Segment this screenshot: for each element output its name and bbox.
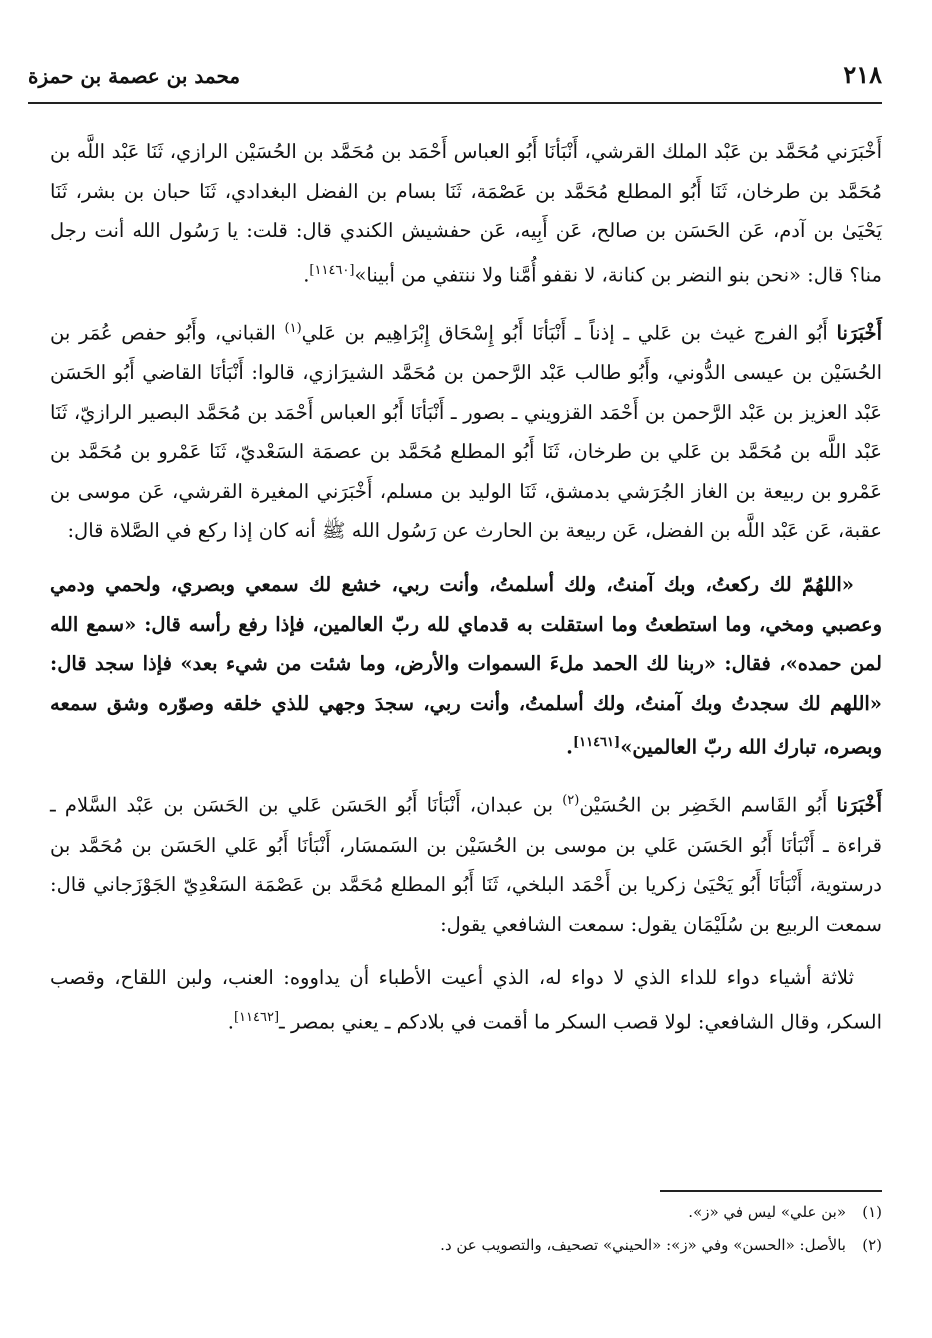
paragraph-4 [50,781,882,944]
isnad-lead-word: أَخْبَرَنا [836,793,882,817]
paragraph-5 [50,958,882,1042]
citation-number: [١١٤٦١] [572,735,621,751]
citation-number: [١١٤٦٠] [309,262,355,278]
paragraph-end: . [303,263,310,287]
hadith-text: «اللهُمّ لك ركعتُ، وبك آمنتُ، ولك أسلمتُ، وأنت ربي، خشع لك سمعي وبصري، ولحمي ودمي وعصبي ومخي، وما استطعتُ وما استقلت به قدماي لله ربّ العالمين، فإذا رفع رأسه قال: «سمع الله لمن حمده»، فقال: «ربنا لك الحمد ملءَ السموات والأرض، وما شئت من شيء بعد» فإذا سجد قال: «اللهم لك سجدتُ وبك آمنتُ، ولك أسلمتُ، وأنت ربي، سجدَ وجهي للذي خلقه وصوّره وشق سمعه وبصره، تبارك الله ربّ العالمين» [50,572,882,759]
footnote-reference[interactable]: (٢) [562,793,580,809]
paragraph-text: أَخْبَرَني مُحَمَّد بن عَبْد الملك القرشي، أَنْبَأنَا أَبُو العباس أَحْمَد بن مُحَمَّد بن الحُسَيْن الرازي، ثَنَا عَبْد اللَّه بن مُحَمَّد بن طرخان، ثَنَا أَبُو المطلع مُحَمَّد بن عَصْمَة، ثَنَا بسام بن الفضل البغدادي، ثَنَا حبان بن بشر، ثَنَا يَحْيَىٰ بن آدم، عَن الحَسَن بن صالح، عَن أَبِيه، عَن حفشيش الكندي قال: قلت: يا رَسُول الله أنت رجل منا؟ قال: «نحن بنو النضر بن كنانة، لا نقفو أُمَّنا ولا ننتفي من أبينا» [50,140,882,287]
page-number: ٢١٨ [843,60,882,89]
footnote-text: «بن علي» ليس في «ز». [688,1203,846,1221]
paragraph-3 [50,565,882,767]
paragraph-text: أَبُو الفرج غيث بن عَلي ـ إذناً ـ أَنْبَأنَا أَبُو إِسْحَاق إِبْرَاهِيم بن عَلي [301,321,837,345]
page-header [28,52,882,104]
footnote-reference[interactable]: (١) [284,320,302,336]
footnote-text: بالأصل: «الحسن» وفي «ز»: «الحيني» تصحيف، والتصويب عن د. [440,1236,846,1254]
paragraph-1 [50,132,882,295]
body-text [50,132,882,1056]
paragraph-text: أَبُو القَاسم الخَضِر بن الحُسَيْن [579,793,837,817]
footnote-number: (٢) [862,1236,882,1254]
citation-number: [١١٤٦٢] [233,1009,280,1025]
paragraph-text: ثلاثة أشياء دواء للداء الذي لا دواء له، الذي أعيت الأطباء أن يداووه: العنب، ولبن اللقاح، وقصب السكر، وقال الشافعي: لولا قصب السكر ما أقمت في بلادكم ـ يعني بمصر ـ [50,966,882,1034]
footnote-number: (١) [862,1203,882,1221]
footnote-2 [50,1229,882,1262]
footnote-1 [50,1196,882,1229]
running-title: محمد بن عصمة بن حمزة [28,64,241,88]
isnad-lead-word: أَخْبَرَنا [836,321,882,345]
paragraph-text-after-note: بن عبدان، أَنْبَأنَا أَبُو الحَسَن عَلي بن الحَسَن بن عَبْد السَّلام ـ قراءة ـ أَنْبَأنَا أَبُو الحَسَن عَلي بن موسى بن الحُسَيْن بن السَمسَار، أَنْبَأنَا أَبُو عَلي الحَسَن بن مُحَمَّد بن درستوية، أَنْبَأنَا أَبُو يَحْيَىٰ زكريا بن أَحْمَد البلخي، ثَنَا أَبُو المطلع مُحَمَّد بن عَصْمَة السَعْدِيّ الجَوْزَجاني قال: سمعت الربيع بن سُلَيْمَان يقول: سمعت الشافعي يقول: [50,793,882,936]
paragraph-2 [50,309,882,551]
paragraph-end: . [566,735,573,759]
paragraph-text-after-note: القباني، وأَبُو حفص عُمَر بن الحُسَيْن بن عيسى الدُّوني، وأَبُو طالب عَبْد الرَّحمن بن مُحَمَّد الشيرَازي، قالوا: أَنْبَأنَا القاضي أَبُو الحَسَن عَبْد العزيز بن عَبْد الرَّحمن بن أَحْمَد القزويني ـ بصور ـ أَنْبَأنَا أَبُو العباس أَحْمَد بن مُحَمَّد البصير الرازيّ، ثَنَا عَبْد اللَّه بن مُحَمَّد بن عَلي بن طرخان، ثَنَا أَبُو المطلع مُحَمَّد بن عصمَة السَعْديّ، ثَنَا عَمْرو بن مُحَمَّد بن عَمْرو بن ربيعة بن الغاز الجُرَشي بدمشق، ثَنَا الوليد بن مسلم، أَخْبَرَني المغيرة القرشي، عَن موسى بن عقبة، عَن عَبْد اللَّه بن الفضل، عَن ربيعة بن الحارث عن رَسُول الله ﷺ أنه كان إذا ركع في الصَّلاة قال: [50,321,882,543]
paragraph-end: . [227,1010,234,1034]
footnote-divider [660,1190,882,1192]
footnotes [50,1196,882,1262]
